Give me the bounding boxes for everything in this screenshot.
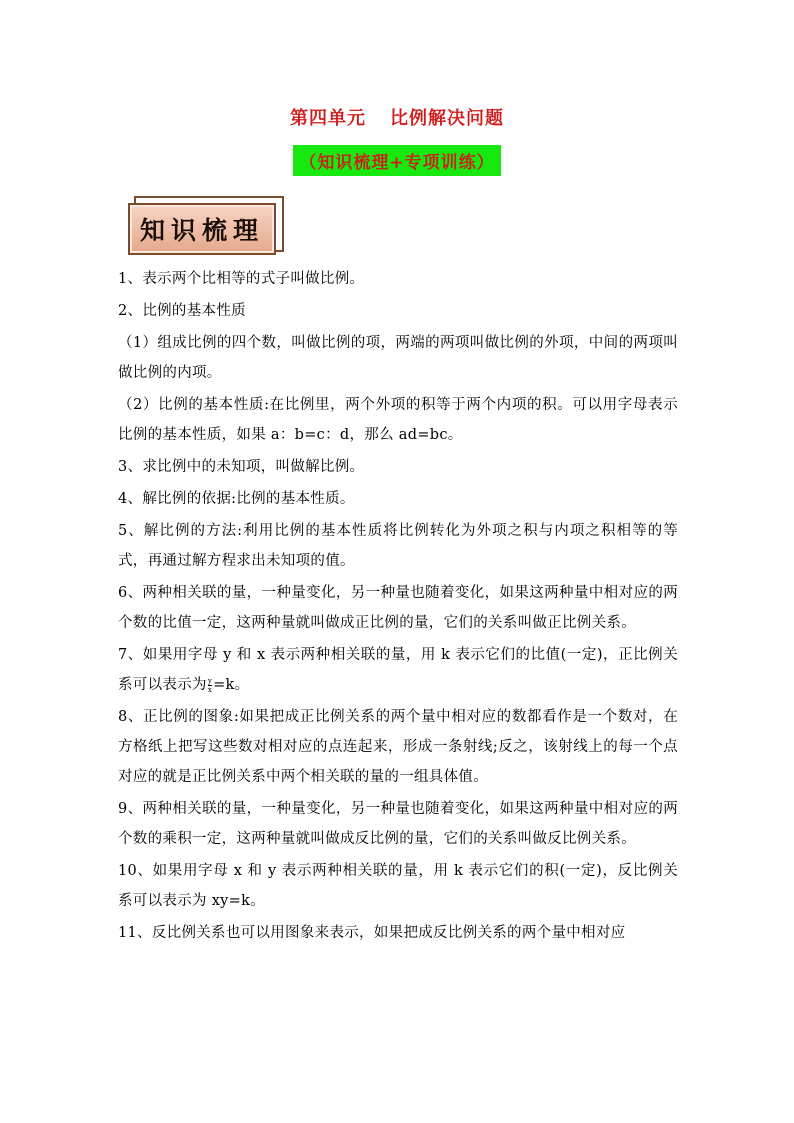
list-item: （2）比例的基本性质:在比例里，两个外项的积等于两个内项的积。可以用字母表示比例的基本性质，如果 a：b=c：d，那么 ad=bc。 [118,397,678,443]
list-item: 6、两种相关联的量，一种量变化，另一种量也随着变化，如果这两种量中相对应的两个数的比值一定，这两种量就叫做成正比例的量，它们的关系叫做正比例关系。 [118,585,678,631]
list-item: 2、比例的基本性质 [118,303,246,319]
knowledge-list [118,264,678,950]
list-item: 4、解比例的依据:比例的基本性质。 [118,491,355,507]
list-item-formula [118,640,678,700]
list-item: 8、正比例的图象:如果把成正比例关系的两个量中相对应的数都看作是一个数对，在方格纸上把写这些数对相对应的点连起来，形成一条射线;反之，该射线上的每一个点对应的就是正比例关系中两个相关联的量的一组具体值。 [118,709,678,785]
page-title [0,104,794,130]
fraction [208,677,212,694]
list-item: 5、解比例的方法:利用比例的基本性质将比例转化为外项之积与内项之积相等的等式，再通过解方程求出未知项的值。 [118,523,678,569]
list-item: 11、反比例关系也可以用图象来表示，如果把成反比例关系的两个量中相对应 [118,925,626,941]
formula-tail: =k。 [213,677,250,693]
list-item: 10、如果用字母 x 和 y 表示两种相关联的量，用 k 表示它们的积(一定)，反比例关系可以表示为 xy=k。 [118,863,678,909]
list-item: 3、求比例中的未知项，叫做解比例。 [118,459,365,475]
title-topic: 比例解决问题 [390,108,504,129]
formula-text: 7、如果用字母 y 和 x 表示两种相关联的量，用 k 表示它们的比值(一定)，正比例关系可以表示为 [118,647,678,693]
section-badge: 知识梳理 [128,203,276,255]
list-item: 9、两种相关联的量，一种量变化，另一种量也随着变化，如果这两种量中相对应的两个数的乘积一定，这两种量就叫做成反比例的量，它们的关系叫做反比例关系。 [118,801,678,847]
fraction-numerator: y [207,676,213,685]
title-unit: 第四单元 [290,108,366,129]
page-subtitle: （知识梳理+专项训练） [293,145,500,176]
list-item: 1、表示两个比相等的式子叫做比例。 [118,271,365,287]
fraction-denominator: x [207,685,213,694]
list-item: （1）组成比例的四个数，叫做比例的项，两端的两项叫做比例的外项，中间的两项叫做比例的内项。 [118,335,678,381]
subtitle-container [0,145,794,176]
